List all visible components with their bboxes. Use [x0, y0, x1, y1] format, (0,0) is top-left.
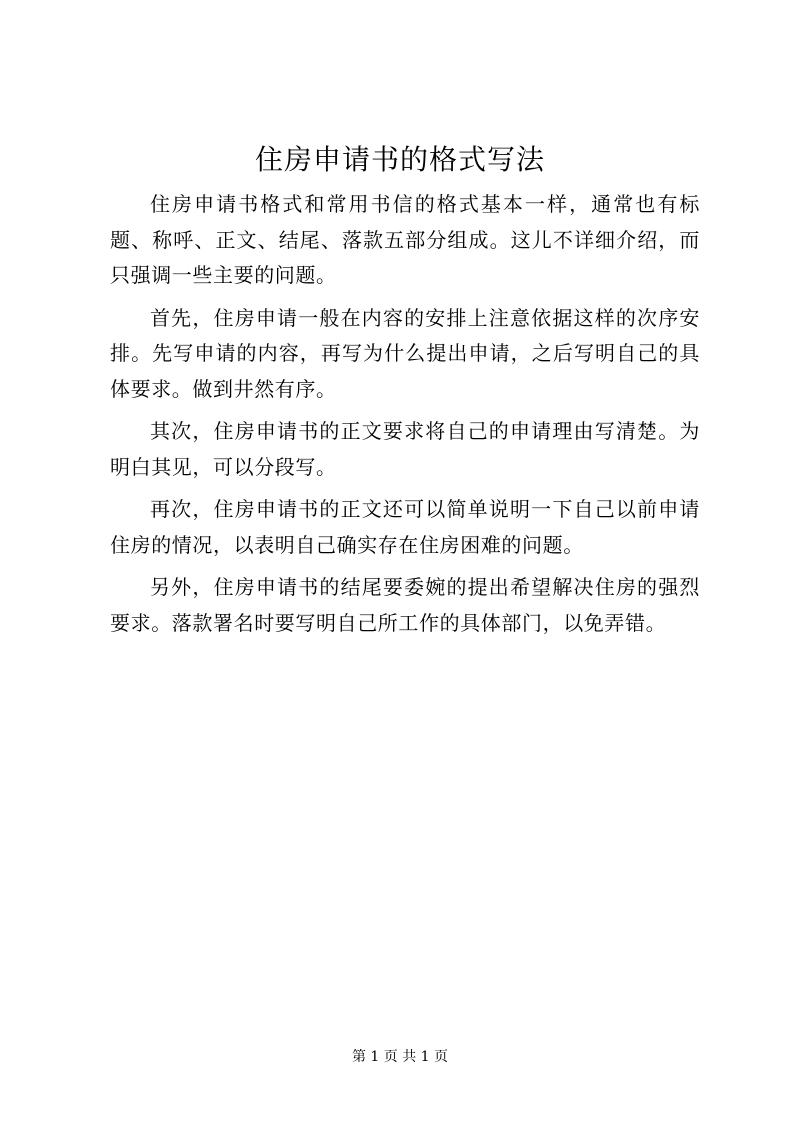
page-number-footer: 第 1 页 共 1 页: [351, 1049, 449, 1065]
paragraph-intro: 住房申请书格式和常用书信的格式基本一样，通常也有标题、称呼、正文、结尾、落款五部分组成。这儿不详细介绍，而只强调一些主要的问题。: [110, 192, 700, 287]
paragraph-third: 再次，住房申请书的正文还可以简单说明一下自己以前申请住房的情况，以表明自己确实存在住房困难的问题。: [110, 497, 700, 557]
paragraph-fourth: 另外，住房申请书的结尾要委婉的提出希望解决住房的强烈要求。落款署名时要写明自己所工作的具体部门，以免弄错。: [110, 575, 700, 635]
paragraph-first: 首先，住房申请一般在内容的安排上注意依据这样的次序安排。先写申请的内容，再写为什么提出申请，之后写明自己的具体要求。做到井然有序。: [110, 305, 700, 401]
document-body: [110, 187, 700, 648]
page-title: 住房申请书的格式写法: [254, 143, 545, 176]
paragraph-second: 其次，住房申请书的正文要求将自己的申请理由写清楚。为明白其见，可以分段写。: [110, 419, 700, 479]
